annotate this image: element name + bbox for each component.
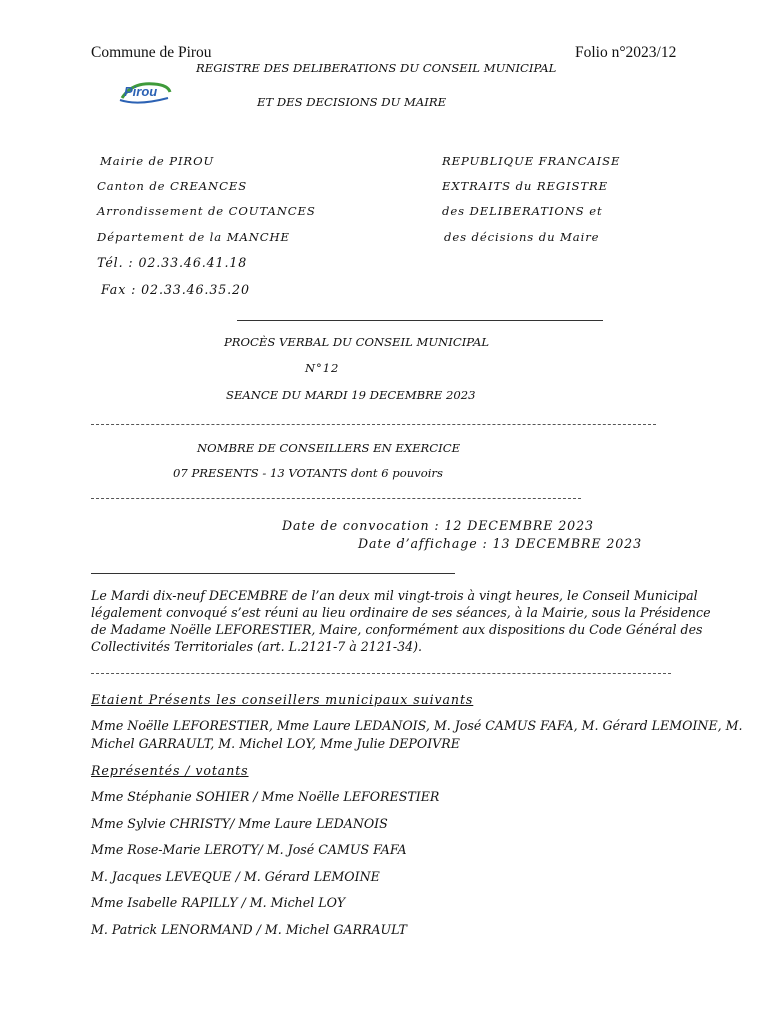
date-affichage: Date d’affichage : 13 DECEMBRE 2023 bbox=[358, 536, 643, 551]
separator-dashed-2 bbox=[91, 498, 581, 499]
pv-number: N°12 bbox=[305, 361, 340, 375]
pirou-logo bbox=[118, 78, 172, 106]
separator-dashed-1 bbox=[91, 424, 656, 425]
representes-item-3: Mme Rose-Marie LEROTY/ M. José CAMUS FAFA bbox=[91, 842, 407, 857]
logo-text: Pirou bbox=[124, 84, 158, 99]
representes-item-6: M. Patrick LENORMAND / M. Michel GARRAULT bbox=[91, 922, 407, 937]
republique-label: REPUBLIQUE FRANCAISE bbox=[442, 154, 621, 168]
intro-line-2: légalement convoqué s’est réuni au lieu ordinaire de ses séances, à la Mairie, sous la Présidence bbox=[91, 605, 711, 620]
extraits-label: EXTRAITS du REGISTRE bbox=[442, 179, 608, 193]
mairie-name: Mairie de PIROU bbox=[100, 154, 215, 168]
presents-line-2: Michel GARRAULT, M. Michel LOY, Mme Julie DEPOIVRE bbox=[91, 736, 460, 751]
pv-title: PROCÈS VERBAL DU CONSEIL MUNICIPAL bbox=[224, 335, 490, 349]
telephone: Tél. : 02.33.46.41.18 bbox=[97, 255, 248, 270]
presents-heading: Etaient Présents les conseillers municipaux suivants bbox=[91, 692, 474, 707]
registre-title-line2: ET DES DECISIONS DU MAIRE bbox=[257, 95, 447, 109]
conseillers-label: NOMBRE DE CONSEILLERS EN EXERCICE bbox=[197, 441, 461, 455]
representes-item-2: Mme Sylvie CHRISTY/ Mme Laure LEDANOIS bbox=[91, 816, 388, 831]
seance-date: SEANCE DU MARDI 19 DECEMBRE 2023 bbox=[226, 388, 476, 402]
representes-item-5: Mme Isabelle RAPILLY / M. Michel LOY bbox=[91, 895, 346, 910]
intro-line-4: Collectivités Territoriales (art. L.2121-7 à 2121-34). bbox=[91, 639, 423, 654]
representes-heading: Représentés / votants bbox=[91, 763, 249, 778]
departement-name: Département de la MANCHE bbox=[97, 230, 290, 244]
folio-number: Folio n°2023/12 bbox=[575, 44, 677, 61]
representes-item-4: M. Jacques LEVEQUE / M. Gérard LEMOINE bbox=[91, 869, 380, 884]
conseillers-counts: 07 PRESENTS - 13 VOTANTS dont 6 pouvoirs bbox=[173, 466, 443, 480]
intro-line-1: Le Mardi dix-neuf DECEMBRE de l’an deux mil vingt-trois à vingt heures, le Conseil Municipal bbox=[91, 588, 698, 603]
presents-line-1: Mme Noëlle LEFORESTIER, Mme Laure LEDANOIS, M. José CAMUS FAFA, M. Gérard LEMOINE, M. bbox=[91, 718, 743, 733]
decisions-label: des décisions du Maire bbox=[444, 230, 600, 244]
commune-name: Commune de Pirou bbox=[91, 44, 212, 61]
date-convocation: Date de convocation : 12 DECEMBRE 2023 bbox=[282, 518, 594, 533]
canton-name: Canton de CREANCES bbox=[97, 179, 248, 193]
separator-solid-2 bbox=[91, 573, 455, 574]
representes-item-1: Mme Stéphanie SOHIER / Mme Noëlle LEFORESTIER bbox=[91, 789, 440, 804]
deliberations-label: des DELIBERATIONS et bbox=[442, 204, 603, 218]
separator-dashed-3 bbox=[91, 673, 671, 674]
intro-line-3: de Madame Noëlle LEFORESTIER, Maire, conformément aux dispositions du Code Général des bbox=[91, 622, 703, 637]
arrondissement-name: Arrondissement de COUTANCES bbox=[97, 204, 316, 218]
separator-solid-top bbox=[237, 320, 603, 321]
registre-title-line1: REGISTRE DES DELIBERATIONS DU CONSEIL MUNICIPAL bbox=[196, 61, 557, 75]
fax: Fax : 02.33.46.35.20 bbox=[101, 282, 250, 297]
